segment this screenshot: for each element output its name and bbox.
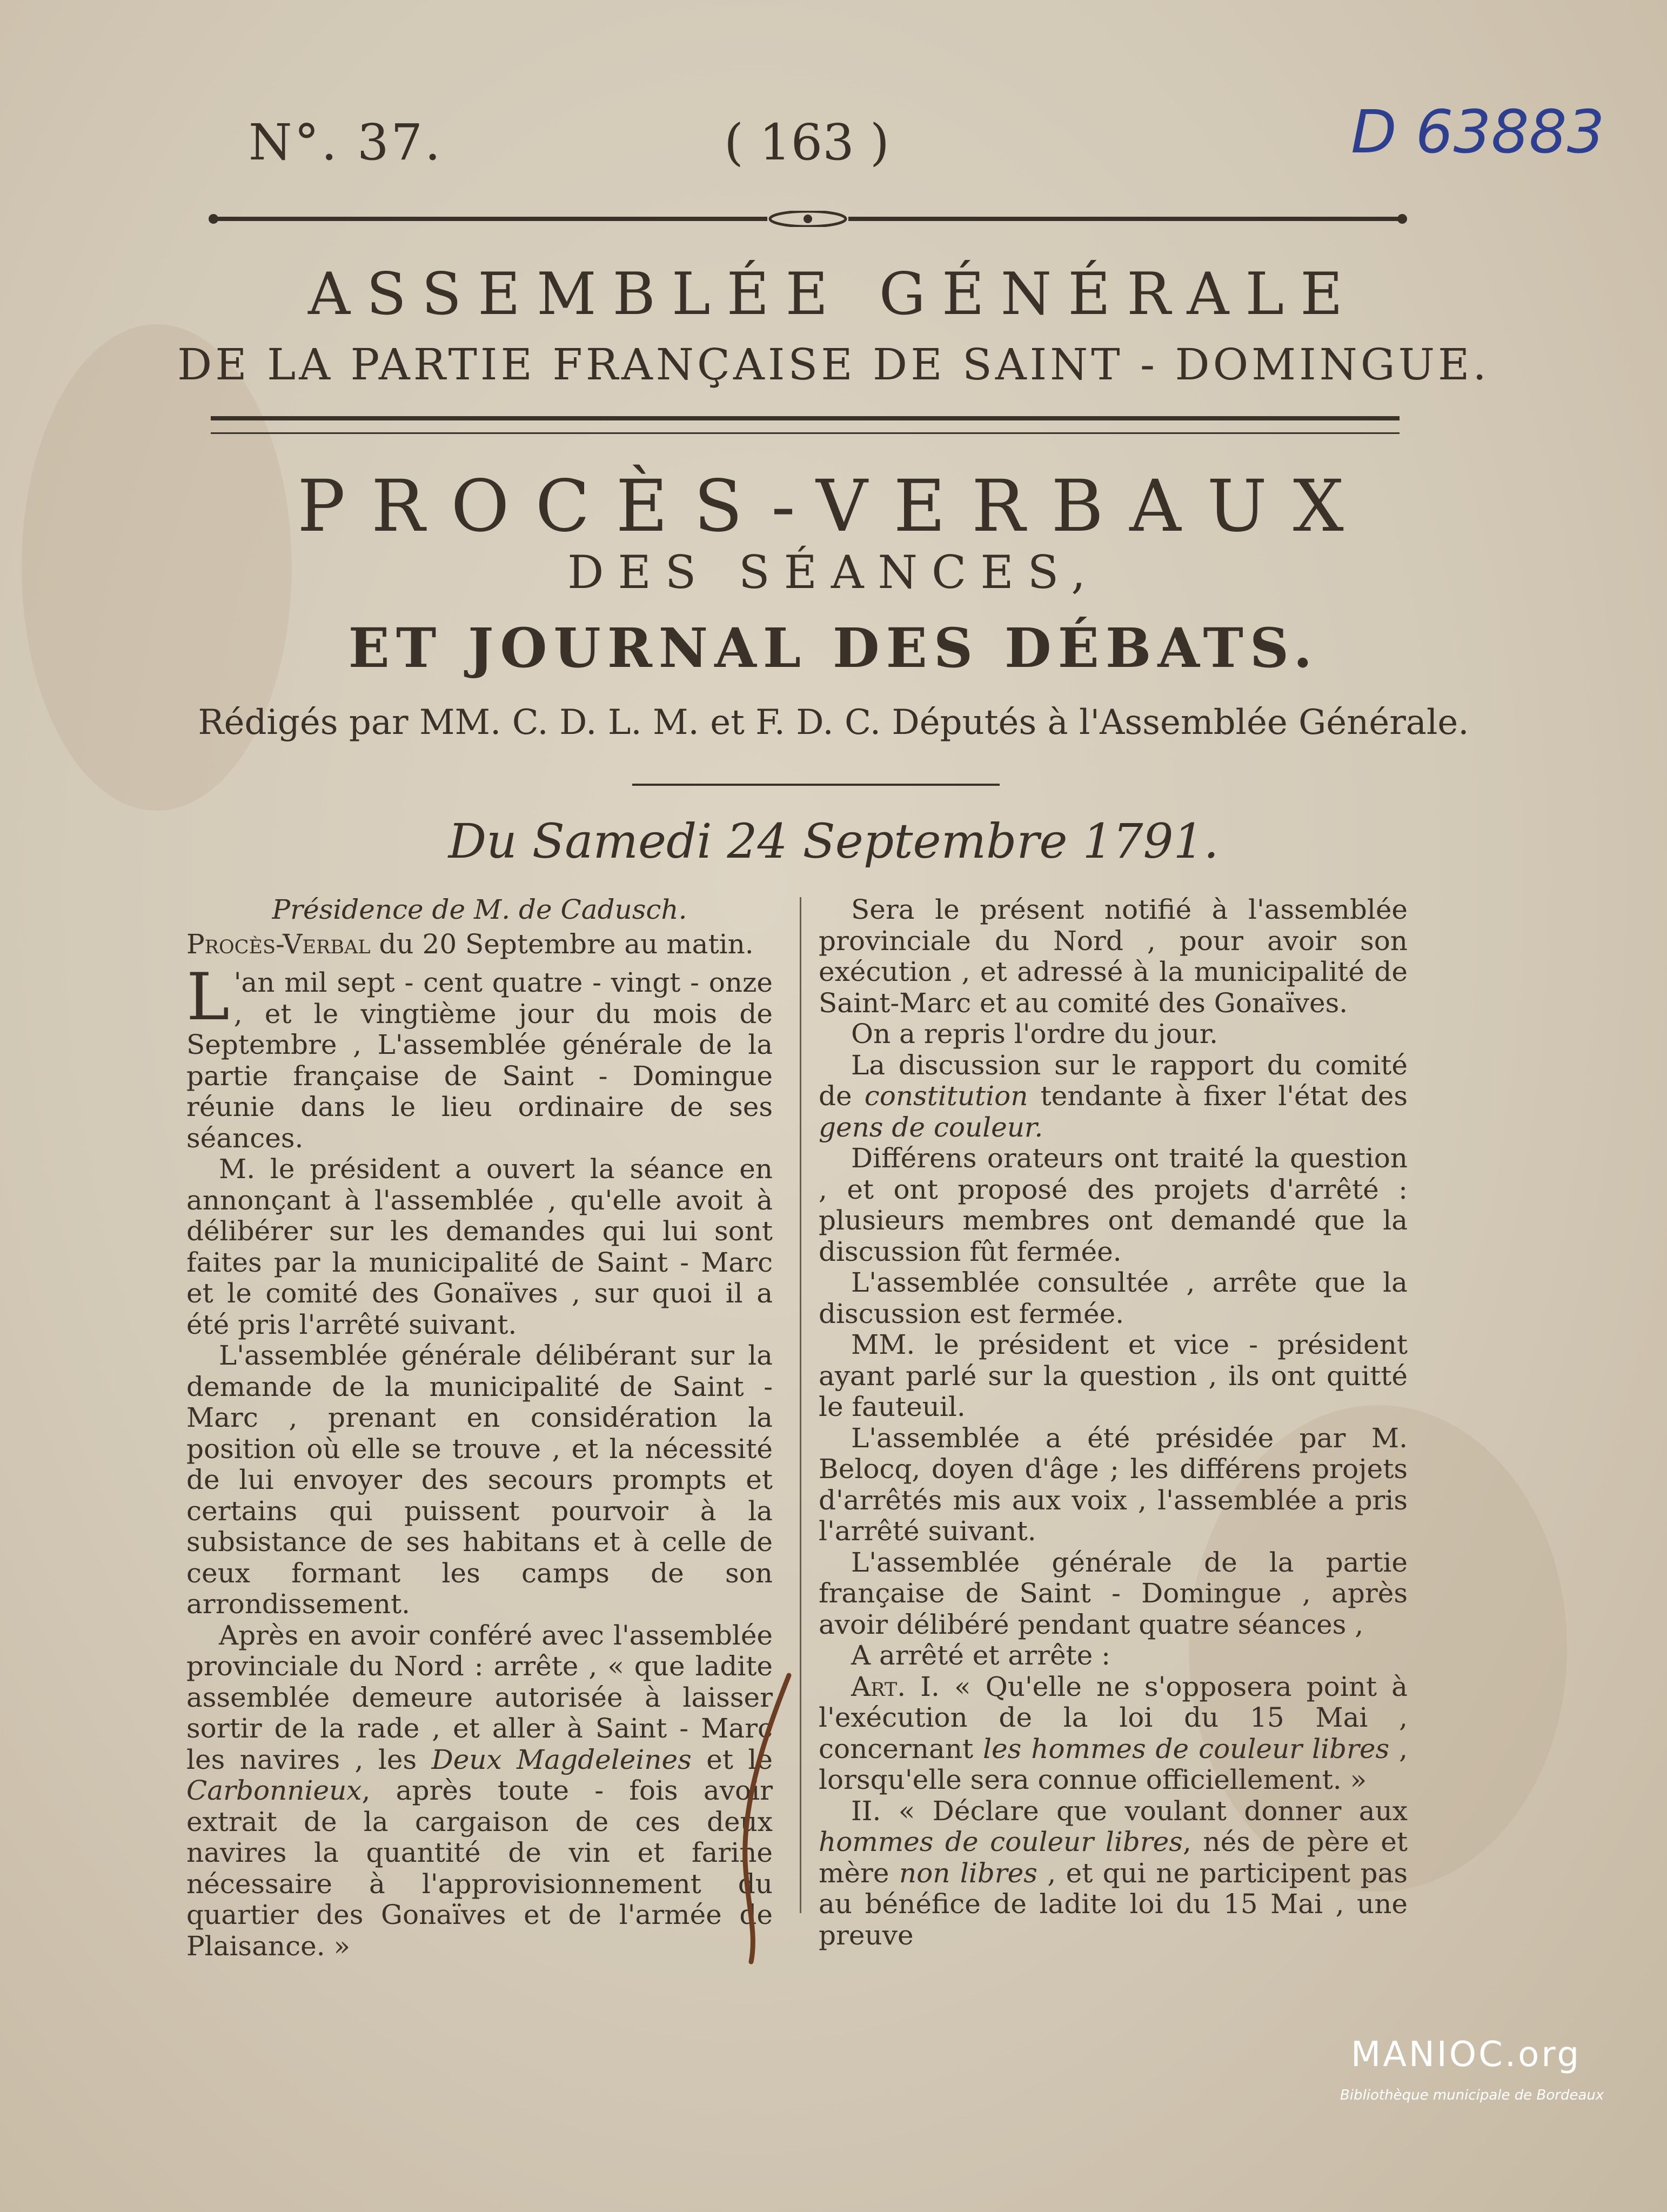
paragraph-text: « Qu'elle ne s'opposera point à l'exécution de la loi du 15 Mai , concernant bbox=[819, 1670, 1408, 1765]
paragraph: Différens orateurs ont traité la question , et ont proposé des projets d'arrêté : plusieurs membres ont demandé que la discussion fût fermée. bbox=[819, 1142, 1408, 1267]
paragraph: L'assemblée a été présidée par M. Belocq, doyen d'âge ; les différens projets d'arrêtés mis aux voix , l'assemblée a pris l'arrêté suivant. bbox=[819, 1422, 1408, 1547]
left-column bbox=[186, 894, 773, 1962]
authors-line: Rédigés par MM. C. D. L. M. et F. D. C. Députés à l'Assemblée Générale. bbox=[198, 703, 1469, 743]
assembly-heading: ASSEMBLÉE GÉNÉRALE bbox=[308, 260, 1359, 328]
italic-term: non libres bbox=[899, 1857, 1037, 1889]
italic-term: les hommes de couleur libres bbox=[983, 1733, 1390, 1765]
paragraph bbox=[186, 960, 773, 1154]
paragraph: M. le président a ouvert la séance en annonçant à l'assemblée , qu'elle avoit à délibérer sur les demandes qui lui sont faites par la municipalité de Saint - Marc et le comité des Gonaïves , sur quoi il a été pris l'arrêté suivant. bbox=[186, 1153, 773, 1340]
paragraph: Sera le présent notifié à l'assemblée provinciale du Nord , pour avoir son exécution , et adressé à la municipalité de Saint-Marc et au comité des Gonaïves. bbox=[819, 894, 1408, 1019]
issue-number: N°. 37. bbox=[249, 113, 443, 171]
paragraph bbox=[819, 1796, 1408, 1952]
paragraph: L'assemblée générale de la partie française de Saint - Domingue , après avoir délibéré pendant quatre séances , bbox=[819, 1546, 1408, 1640]
manioc-logo: MANIOC.org bbox=[1351, 2035, 1582, 2075]
ornamental-rule bbox=[205, 211, 1410, 227]
ship-name: Carbonnieux bbox=[186, 1775, 362, 1806]
paragraph-text: 'an mil sept - cent quatre - vingt - onze , et le vingtième jour du mois de Septembre , L'assemblée générale de la partie française de Saint - Domingue réunie dans le lieu ordinaire de ses séances. bbox=[186, 967, 773, 1154]
proces-verbal-date: du 20 Septembre au matin. bbox=[370, 928, 754, 960]
des-seances-title: DES SÉANCES, bbox=[567, 546, 1100, 599]
proces-verbal-lead: Procès-Verbal bbox=[186, 928, 371, 960]
italic-term: constitution bbox=[864, 1080, 1028, 1112]
paragraph-text: II. « Déclare que voulant donner aux bbox=[851, 1795, 1408, 1827]
paragraph-text: , lorsqu'elle sera connue officiellement. » bbox=[819, 1733, 1408, 1795]
paragraph-text: Après en avoir conféré avec l'assemblée provinciale du Nord : arrête , « que ladite assemblée demeure autorisée à laisser sortir de la rade , et aller à Saint - Marc les navires , les bbox=[186, 1619, 773, 1775]
paragraph-text: , nés de père et mère bbox=[819, 1826, 1408, 1889]
paragraph: L'assemblée générale délibérant sur la demande de la municipalité de Saint - Marc , prenant en considération la position où elle se trouve , et la nécessité de lui envoyer des secours prompts et certains qui puissent pourvoir à la subsistance de ses habitans et à celle de ceux formant les camps de son arrondissement. bbox=[186, 1340, 773, 1620]
drop-cap: L bbox=[186, 960, 230, 1035]
article-lead: Art. I. bbox=[851, 1670, 940, 1702]
paragraph: MM. le président et vice - président ayant parlé sur la question , ils ont quitté le fauteuil. bbox=[819, 1329, 1408, 1422]
short-rule bbox=[632, 784, 1000, 786]
paragraph: On a repris l'ordre du jour. bbox=[851, 1018, 1219, 1050]
paragraph-text: , après toute - fois avoir extrait de la cargaison de ces deux navires la quantité de vin et farine nécessaire à l'approvisionnement du quartier des Gonaïves et de l'armée de Plaisance. » bbox=[186, 1775, 773, 1962]
partie-heading: DE LA PARTIE FRANÇAISE DE SAINT - DOMINGUE. bbox=[177, 339, 1490, 390]
page-number: ( 163 ) bbox=[724, 113, 889, 171]
library-credit: Bibliothèque municipale de Bordeaux bbox=[1340, 2087, 1604, 2103]
ship-name: Deux Magdeleines bbox=[431, 1743, 692, 1775]
proces-verbal-line bbox=[186, 929, 773, 960]
double-rule bbox=[211, 416, 1400, 434]
paragraph bbox=[819, 1672, 1408, 1796]
paragraph: A arrêté et arrête : bbox=[851, 1640, 1110, 1671]
italic-term: hommes de couleur libres bbox=[819, 1826, 1183, 1857]
paragraph: L'assemblée consultée , arrête que la discussion est fermée. bbox=[819, 1267, 1408, 1329]
paragraph-text: tendante à fixer l'état des bbox=[1028, 1080, 1408, 1112]
shelfmark-stamp: D 63883 bbox=[1351, 97, 1605, 166]
paragraph-text: , et qui ne participent pas au bénéfice de ladite loi du 15 Mai , une preuve bbox=[819, 1857, 1408, 1951]
issue-date: Du Samedi 24 Septembre 1791. bbox=[448, 813, 1219, 869]
journal-title: ET JOURNAL DES DÉBATS. bbox=[348, 616, 1319, 680]
paragraph-text: et le bbox=[691, 1743, 773, 1775]
paragraph bbox=[819, 1050, 1408, 1144]
paragraph-text: La discussion sur le rapport du comité de bbox=[819, 1049, 1408, 1112]
proces-verbaux-title: PROCÈS-VERBAUX bbox=[297, 465, 1370, 548]
right-column bbox=[819, 894, 1408, 1951]
presidence-line: Présidence de M. de Cadusch. bbox=[272, 894, 687, 925]
italic-term: gens de couleur. bbox=[819, 1111, 1043, 1143]
pen-mark bbox=[724, 1665, 805, 1967]
paragraph bbox=[186, 1620, 773, 1962]
